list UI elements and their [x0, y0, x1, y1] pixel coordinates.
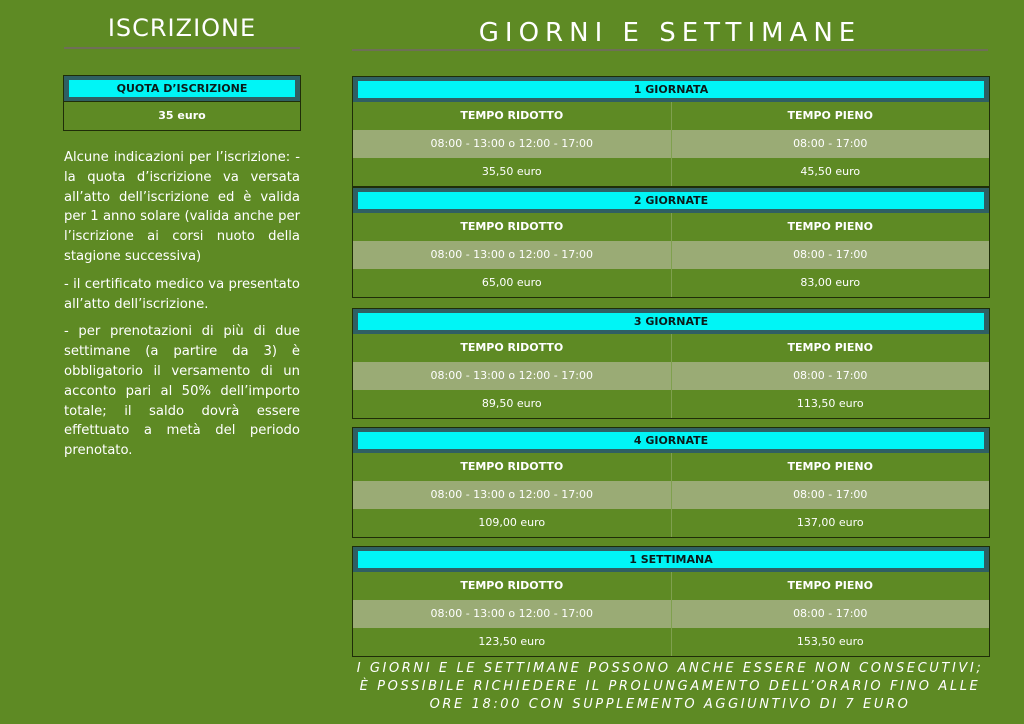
note-paragraph: - per prenotazioni di più di due settimane (a partire da 3) è obbligatorio il versamento di un acconto pari al 50% dell’importo totale; il saldo dovrà essere effettuato a metà del periodo prenotato. [64, 324, 300, 459]
price-reduced: 35,50 euro [481, 165, 542, 178]
registration-title-rule [64, 47, 300, 49]
price-full: 137,00 euro [671, 509, 990, 537]
hours-full: 08:00 - 17:00 [671, 241, 990, 269]
hours-row [353, 600, 989, 628]
table-title: 4 GIORNATE [358, 432, 984, 449]
hours-reduced: 08:00 - 13:00 o 12:00 - 17:00 [430, 137, 593, 150]
hours-full: 08:00 - 17:00 [671, 362, 990, 390]
table-title: 3 GIORNATE [358, 313, 984, 330]
footer-note [352, 660, 988, 714]
hours-row [353, 362, 989, 390]
table-header-row [353, 102, 989, 130]
price-reduced: 65,00 euro [481, 276, 542, 289]
table-title: 2 GIORNATE [358, 192, 984, 209]
note-paragraph: - il certificato medico va presentato all’atto dell’iscrizione. [64, 276, 300, 312]
registration-title: ISCRIZIONE [107, 14, 257, 42]
table-title: 1 SETTIMANA [358, 551, 984, 568]
table-title-wrap [353, 428, 989, 453]
price-row [353, 269, 989, 297]
col-full-header: TEMPO PIENO [671, 102, 990, 130]
col-reduced-header: TEMPO RIDOTTO [460, 579, 564, 592]
footer-line: ORE 18:00 CON SUPPLEMENTO AGGIUNTIVO DI 7 EURO [429, 697, 911, 712]
table-title-wrap [353, 547, 989, 572]
note-paragraph: Alcune indicazioni per l’iscrizione: - la quota d’iscrizione va versata all’atto dell’iscrizione ed è valida per 1 anno solare (valida anche per l’iscrizione ai corsi nuoto della stagione successiva) [64, 150, 300, 264]
table-header-row [353, 334, 989, 362]
hours-reduced: 08:00 - 13:00 o 12:00 - 17:00 [430, 488, 593, 501]
col-full-header: TEMPO PIENO [671, 572, 990, 600]
price-full: 45,50 euro [671, 158, 990, 186]
price-full: 83,00 euro [671, 269, 990, 297]
col-full-header: TEMPO PIENO [671, 453, 990, 481]
fee-box [63, 75, 301, 131]
days-weeks-title-rule [352, 49, 988, 51]
table-header-row [353, 453, 989, 481]
hours-reduced: 08:00 - 13:00 o 12:00 - 17:00 [430, 248, 593, 261]
price-table-1-day [352, 76, 990, 187]
price-row [353, 509, 989, 537]
price-table-1-week [352, 546, 990, 657]
registration-notes [64, 148, 300, 469]
hours-reduced: 08:00 - 13:00 o 12:00 - 17:00 [430, 607, 593, 620]
hours-full: 08:00 - 17:00 [671, 481, 990, 509]
table-title-wrap [353, 309, 989, 334]
hours-row [353, 481, 989, 509]
hours-row [353, 130, 989, 158]
price-reduced: 89,50 euro [481, 397, 542, 410]
price-row [353, 390, 989, 418]
price-full: 113,50 euro [671, 390, 990, 418]
hours-full: 08:00 - 17:00 [671, 600, 990, 628]
col-reduced-header: TEMPO RIDOTTO [460, 220, 564, 233]
hours-row [353, 241, 989, 269]
col-reduced-header: TEMPO RIDOTTO [460, 460, 564, 473]
hours-full: 08:00 - 17:00 [671, 130, 990, 158]
price-table-3-days [352, 308, 990, 419]
price-row [353, 628, 989, 656]
col-full-header: TEMPO PIENO [671, 213, 990, 241]
footer-line: I GIORNI E LE SETTIMANE POSSONO ANCHE ESSERE NON CONSECUTIVI; [356, 661, 984, 676]
fee-label-wrap [64, 76, 300, 101]
fee-value: 35 euro [64, 101, 300, 130]
table-title-wrap [353, 188, 989, 213]
price-reduced: 123,50 euro [478, 635, 546, 648]
hours-reduced: 08:00 - 13:00 o 12:00 - 17:00 [430, 369, 593, 382]
col-full-header: TEMPO PIENO [671, 334, 990, 362]
table-title-wrap [353, 77, 989, 102]
table-title: 1 GIORNATA [358, 81, 984, 98]
price-table-4-days [352, 427, 990, 538]
table-header-row [353, 572, 989, 600]
table-header-row [353, 213, 989, 241]
price-full: 153,50 euro [671, 628, 990, 656]
col-reduced-header: TEMPO RIDOTTO [460, 341, 564, 354]
price-reduced: 109,00 euro [478, 516, 546, 529]
price-row [353, 158, 989, 186]
footer-line: È POSSIBILE RICHIEDERE IL PROLUNGAMENTO DELL’ORARIO FINO ALLE [359, 679, 981, 694]
fee-label: QUOTA D’ISCRIZIONE [69, 80, 295, 97]
price-table-2-days [352, 187, 990, 298]
col-reduced-header: TEMPO RIDOTTO [460, 109, 564, 122]
days-weeks-title: GIORNI E SETTIMANE [478, 18, 862, 48]
